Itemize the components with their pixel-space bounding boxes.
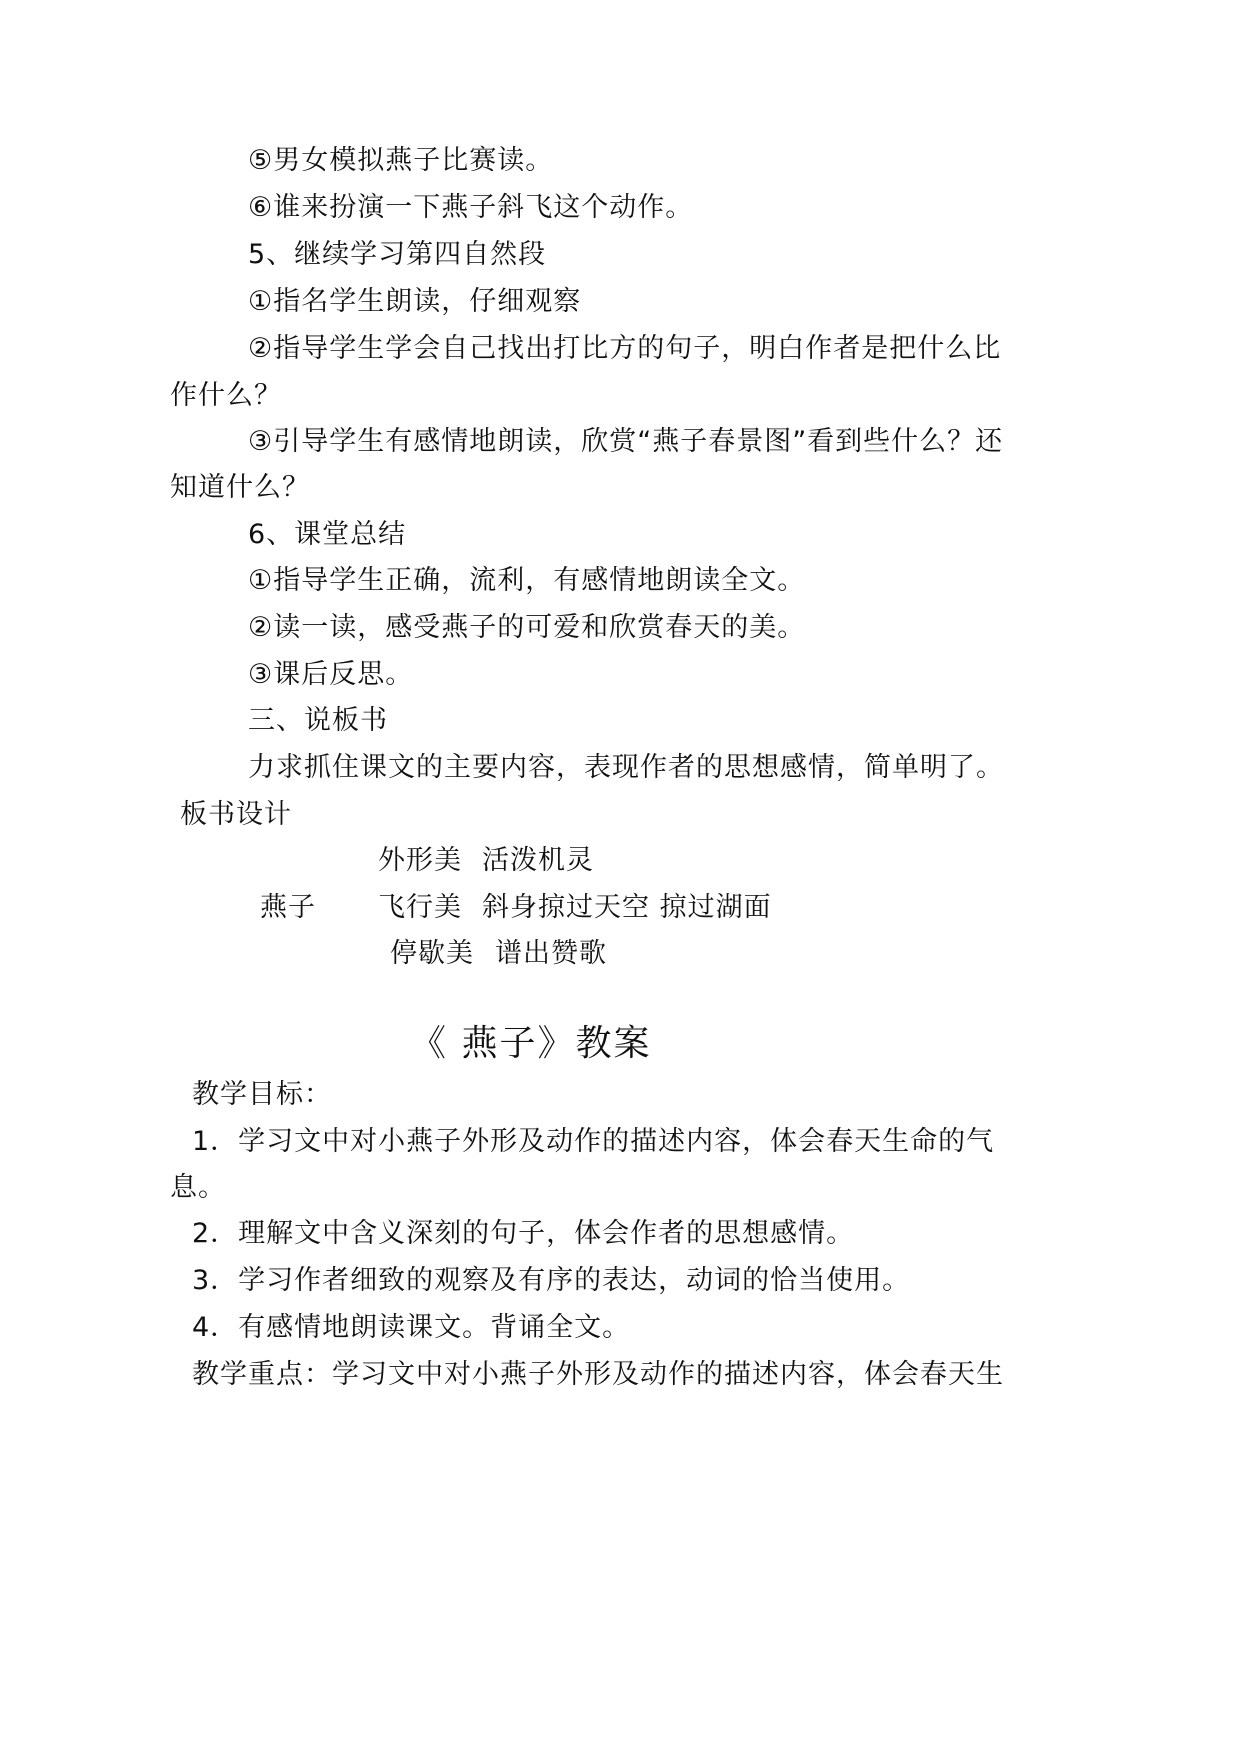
- section-heading: 三、说板书: [248, 705, 388, 736]
- lesson-title: 《 燕子》教案: [410, 1023, 652, 1064]
- text-line: ②指导学生学会自己找出打比方的句子，明白作者是把什么比: [248, 333, 1002, 364]
- board-row-label: 飞行美: [378, 892, 462, 923]
- text-line: ③引导学生有感情地朗读，欣赏“燕子春景图”看到些什么？还: [248, 426, 1004, 457]
- text-line: 知道什么？: [170, 472, 310, 503]
- text-line: ①指导学生正确，流利，有感情地朗读全文。: [248, 565, 806, 596]
- text-line: 作什么？: [170, 380, 282, 411]
- text-line: 6、课堂总结: [248, 519, 407, 550]
- text-line: ⑤男女模拟燕子比赛读。: [248, 145, 554, 176]
- text-line: ⑥谁来扮演一下燕子斜飞这个动作。: [248, 192, 694, 223]
- board-row-label: 外形美: [378, 845, 462, 876]
- text-line: ②读一读，感受燕子的可爱和欣赏春天的美。: [248, 612, 806, 643]
- text-line: 息。: [170, 1172, 226, 1203]
- board-row-label: 停歇美: [390, 938, 474, 969]
- text-line: 1．学习文中对小燕子外形及动作的描述内容，体会春天生命的气: [192, 1126, 995, 1157]
- text-line: 教学重点：学习文中对小燕子外形及动作的描述内容，体会春天生: [192, 1359, 1004, 1390]
- text-line: 力求抓住课文的主要内容，表现作者的思想感情，简单明了。: [248, 752, 1004, 783]
- board-design-label: 板书设计: [180, 799, 292, 830]
- board-row-content: 斜身掠过天空 掠过湖面: [482, 892, 772, 923]
- board-row-content: 活泼机灵: [482, 845, 594, 876]
- board-row-content: 谱出赞歌: [495, 938, 607, 969]
- text-line: 教学目标：: [192, 1079, 332, 1110]
- board-subject: 燕子: [260, 892, 316, 923]
- text-line: ③课后反思。: [248, 659, 414, 690]
- text-line: 2．理解文中含义深刻的句子，体会作者的思想感情。: [192, 1218, 855, 1249]
- text-line: 4．有感情地朗读课文。背诵全文。: [192, 1312, 631, 1343]
- text-line: 3．学习作者细致的观察及有序的表达，动词的恰当使用。: [192, 1265, 911, 1296]
- text-line: ①指名学生朗读，仔细观察: [248, 286, 582, 317]
- text-line: 5、继续学习第四自然段: [248, 239, 547, 270]
